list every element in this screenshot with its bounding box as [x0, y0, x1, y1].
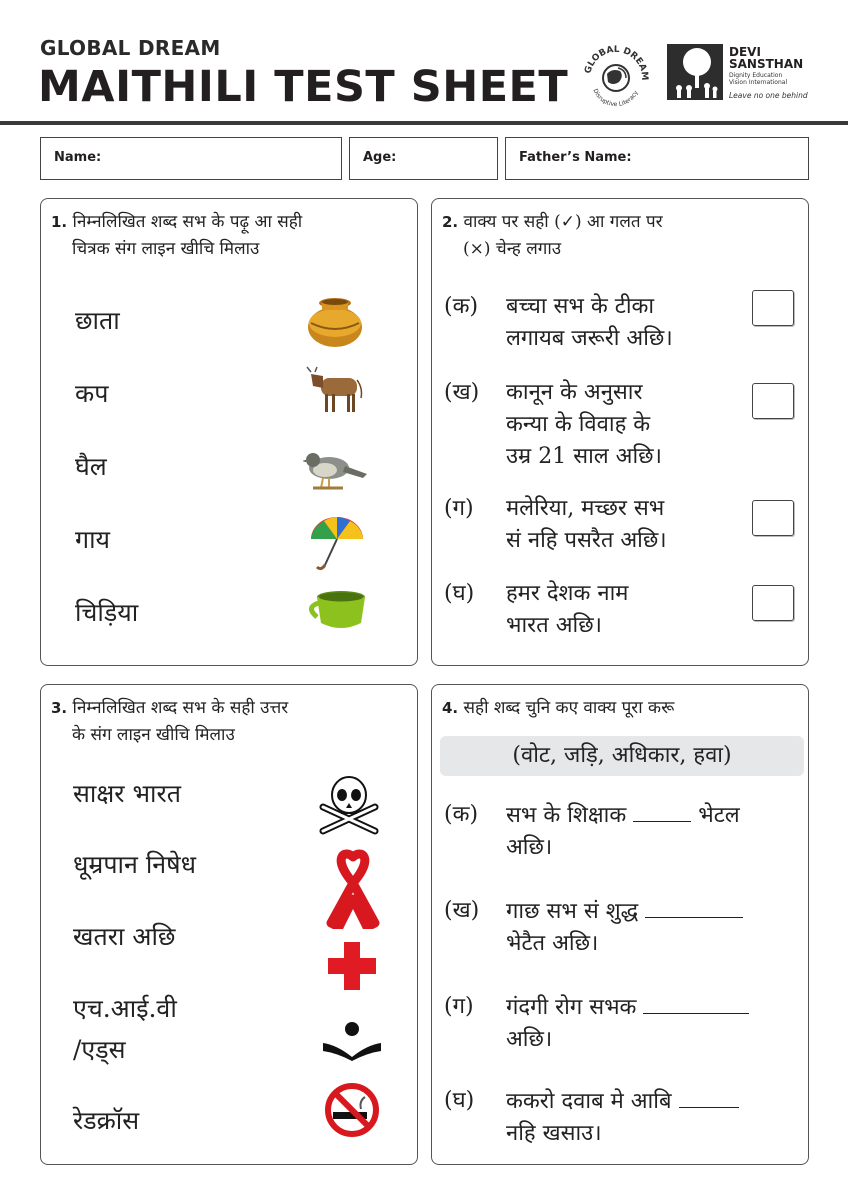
answer-blank[interactable] — [679, 1085, 739, 1108]
answer-checkbox[interactable] — [752, 585, 794, 621]
question-1-panel — [40, 198, 418, 666]
word-item: खतरा अछि — [73, 922, 176, 951]
answer-checkbox[interactable] — [752, 290, 794, 326]
word-bank: (वोट, जड़ि, अधिकार, हवा) — [440, 736, 804, 776]
word-item: घैल — [75, 452, 107, 481]
svg-text:GLOBAL DREAM: GLOBAL DREAM — [583, 44, 650, 81]
answer-blank[interactable] — [633, 799, 691, 822]
devi-sansthan-tagline: Leave no one behind — [729, 91, 808, 100]
bird-icon — [303, 444, 369, 500]
question-1-heading: 1. निम्नलिखित शब्द सभ के पढ़ू आ सही चित्रक संग लाइन खीचि मिलाउ — [51, 212, 303, 259]
answer-checkbox[interactable] — [752, 500, 794, 536]
word-item: गाय — [75, 525, 111, 554]
red-ribbon-icon — [325, 849, 381, 933]
word-item: साक्षर भारत — [73, 779, 181, 808]
devi-sansthan-name: DEVI SANSTHAN — [729, 45, 804, 71]
name-field[interactable] — [40, 137, 342, 180]
question-2-heading: 2. वाक्य पर सही (✓) आ गलत पर (×) चेन्ह लगाउ — [442, 212, 663, 259]
answer-blank[interactable] — [645, 895, 743, 918]
cow-icon — [305, 364, 367, 420]
age-field[interactable] — [349, 137, 498, 180]
word-item: एच.आई.वी — [73, 994, 177, 1023]
father-name-field[interactable] — [505, 137, 809, 180]
no-smoking-icon — [323, 1081, 381, 1143]
devi-sansthan-subtitle: Dignity Education Vision International — [729, 72, 788, 86]
answer-checkbox[interactable] — [752, 383, 794, 419]
question-4-panel: 4. सही शब्द चुनि कए वाक्य पूरा करू (वोट, जड़ि, अधिकार, हवा) (क) सभ के शिक्षाक भेटल अछि। (ख) गाछ सभ सं शुद्ध भेटैत अछि। (ग) गंदगी रोग सभक अछि। (घ) ककरो दवाब मे आबि नहि खसाउ। — [431, 684, 809, 1165]
word-item: कप — [75, 379, 109, 408]
page-title: MAITHILI TEST SHEET — [38, 62, 569, 112]
skull-crossbones-icon — [317, 773, 381, 839]
name-label: Name: — [54, 150, 102, 165]
question-3-heading: 3. निम्नलिखित शब्द सभ के सही उत्तर के संग लाइन खीचि मिलाउ — [51, 698, 289, 745]
literacy-icon — [321, 1021, 383, 1065]
word-item: छाता — [75, 306, 120, 335]
word-item: धूम्रपान निषेध — [73, 850, 196, 879]
question-2-panel: 2. वाक्य पर सही (✓) आ गलत पर (×) चेन्ह लगाउ (क) बच्चा सभ के टीका लगायब जरूरी अछि। (ख) कानून के अनुसार कन्या के विवाह के उम्र 21 साल अछि। (ग) मलेरिया, मच्छर सभ सं नहि पसरैत अछि। (घ) हमर देशक नाम भारत अछि। — [431, 198, 809, 666]
global-dream-logo — [576, 38, 656, 108]
pot-icon — [305, 293, 365, 353]
question-3-panel — [40, 684, 418, 1165]
brand-name: GLOBAL DREAM — [40, 36, 221, 60]
devi-sansthan-logo — [667, 44, 827, 104]
question-4-heading: 4. सही शब्द चुनि कए वाक्य पूरा करू — [442, 698, 675, 718]
cup-icon — [307, 591, 369, 637]
word-item: रेडक्रॉस — [73, 1106, 140, 1135]
word-item: चिड़िया — [75, 598, 139, 627]
answer-blank[interactable] — [643, 991, 749, 1014]
tree-icon — [667, 44, 723, 100]
umbrella-icon — [307, 515, 367, 577]
age-label: Age: — [363, 150, 397, 165]
word-item: /एड्स — [73, 1035, 126, 1064]
father-name-label: Father’s Name: — [519, 150, 632, 165]
red-cross-icon — [327, 940, 377, 996]
header-divider — [0, 121, 848, 125]
svg-text:Disruptive Literacy: Disruptive Literacy — [591, 87, 640, 108]
